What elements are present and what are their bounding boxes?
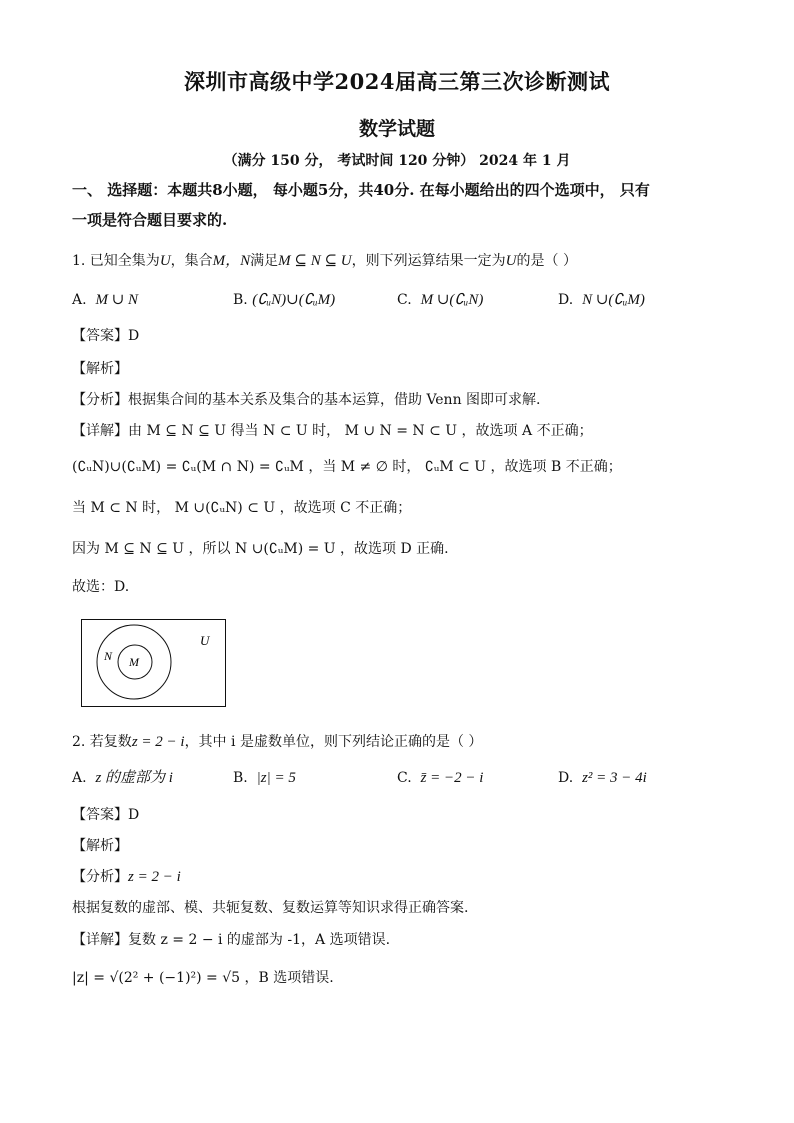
section-heading-line1: 一、 选择题：本题共8小题， 每小题5分，共40分. 在每小题给出的四个选项中， 只有	[72, 181, 650, 199]
q1-analysis-tag: 【解析】	[72, 361, 128, 377]
q2-detail-1: 【详解】复数 z = 2 − i 的虚部为 -1，A 选项错误.	[72, 932, 391, 948]
q1-fenxi: 【分析】根据集合间的基本关系及集合的基本运算，借助 Venn 图即可求解.	[72, 392, 541, 408]
exam-info: （满分 150 分， 考试时间 120 分钟） 2024 年 1 月	[223, 153, 571, 169]
q1-detail-4: 因为 M ⊆ N ⊆ U ，所以 N ∪(∁ᵤM) = U ，故选项 D 正确.	[72, 541, 449, 557]
q2-detail-2: |z| = √(2² + (−1)²) = √5 ，B 选项错误.	[72, 970, 334, 986]
q2-option-b: B. |z| = 5	[233, 770, 296, 786]
q1-option-d: D. N ∪(∁ᵤM)	[558, 292, 645, 308]
q1-stem: 1. 已知全集为U，集合M，N满足M ⊆ N ⊆ U，则下列运算结果一定为U的是（ ）	[72, 253, 577, 269]
q2-option-c: C. z̄ = −2 − i	[397, 770, 484, 786]
venn-label-m: M	[129, 655, 139, 669]
q2-fenxi: 【分析】z = 2 − i	[72, 869, 181, 885]
q1-option-a: A. M ∪ N	[72, 292, 139, 308]
q1-option-c: C. M ∪(∁ᵤN)	[397, 292, 484, 308]
page-title: 深圳市高级中学2024届高三第三次诊断测试	[184, 69, 610, 94]
q1-detail-3: 当 M ⊂ N 时， M ∪(∁ᵤN) ⊂ U ，故选项 C 不正确；	[72, 500, 412, 516]
q2-analysis-tag: 【解析】	[72, 838, 128, 854]
venn-label-u: U	[200, 633, 210, 648]
section-heading-line2: 一项是符合题目要求的.	[72, 211, 228, 229]
q2-stem: 2. 若复数z = 2 − i，其中 i 是虚数单位，则下列结论正确的是（ ）	[72, 734, 483, 750]
venn-diagram	[81, 619, 227, 709]
page-subtitle: 数学试题	[358, 118, 435, 140]
venn-label-n: N	[104, 649, 113, 663]
q1-detail-2: (∁ᵤN)∪(∁ᵤM) = ∁ᵤ(M ∩ N) = ∁ᵤM ，当 M ≠ ∅ 时， ∁ᵤM ⊂ U ，故选项 B 不正确；	[72, 459, 622, 475]
q1-detail-1: 【详解】由 M ⊆ N ⊆ U 得当 N ⊂ U 时， M ∪ N = N ⊂ U ，故选项 A 不正确；	[72, 423, 593, 439]
q1-option-b: B. (∁ᵤN)∪(∁ᵤM)	[233, 292, 336, 308]
q1-answer: 【答案】D	[72, 328, 140, 344]
q2-option-d: D. z² = 3 − 4i	[558, 770, 647, 786]
q2-answer: 【答案】D	[72, 807, 140, 823]
q2-fenxi-2: 根据复数的虚部、模、共轭复数、复数运算等知识求得正确答案.	[72, 900, 469, 916]
q1-choose: 故选：D.	[72, 579, 130, 595]
q2-option-a: A. z 的虚部为 i	[72, 770, 173, 786]
